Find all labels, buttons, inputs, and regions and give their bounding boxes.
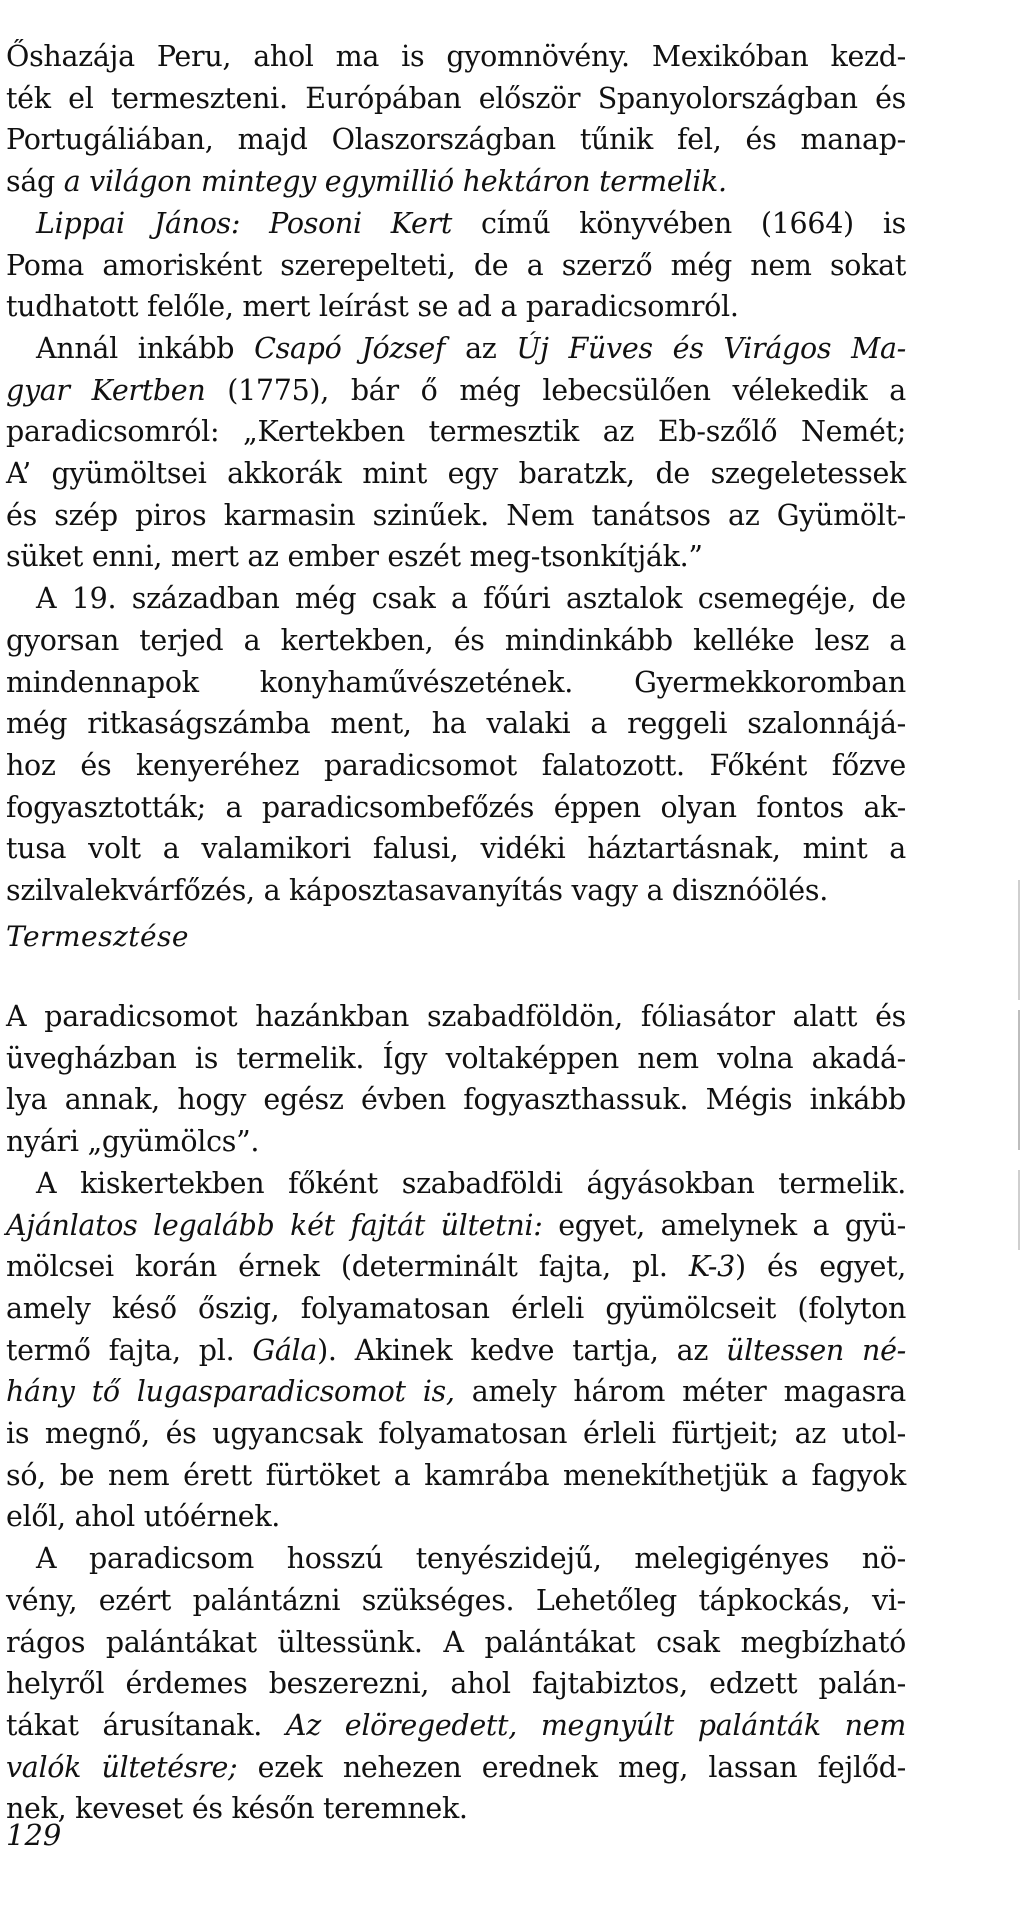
text-run: című könyvében (1664) is — [452, 206, 906, 240]
emphasis-text: Új Füves és Virágos Ma- — [516, 331, 906, 365]
text-line: Poma amorisként szerepelteti, de a szerző még nem sokat — [6, 248, 906, 282]
text-line: vény, ezért palántázni szükséges. Lehetőleg tápkockás, vi- — [6, 1583, 906, 1617]
text-run: ság — [6, 165, 64, 199]
paragraph-cultivation — [6, 996, 906, 1163]
paragraph-origin — [6, 36, 906, 203]
text-run: ezek nehezen erednek meg, lassan fejlőd- — [237, 1750, 906, 1784]
page-number: 129 — [6, 1818, 62, 1852]
paragraph-seedlings — [6, 1538, 906, 1830]
paragraph-csapo — [6, 328, 906, 578]
text-line: nek, keveset és későn teremnek. — [6, 1792, 468, 1826]
text-line: A paradicsomot hazánkban szabadföldön, fóliasátor alatt és — [6, 1000, 906, 1033]
text-line — [6, 1747, 906, 1789]
text-line: A paradicsom hosszú tenyészidejű, melegigényes nö- — [36, 1542, 906, 1576]
text-line: fogyasztották; a paradicsombefőzés éppen olyan fontos ak- — [6, 790, 906, 824]
text-line: tusa volt a valamikori falusi, vidéki háztartásnak, mint a — [6, 832, 906, 866]
text-line — [6, 1330, 906, 1372]
text-line: tudhatott felőle, mert leírást se ad a paradicsomról. — [6, 290, 739, 324]
text-line: Őshazája Peru, ahol ma is gyomnövény. Mexikóban kezd- — [6, 40, 906, 73]
text-line — [6, 1205, 906, 1247]
emphasis-text: Gála — [252, 1333, 318, 1367]
text-line — [6, 1705, 906, 1747]
text-line: gyorsan terjed a kertekben, és mindinkább kelléke lesz a — [6, 623, 906, 657]
text-line: paradicsomról: „Kertekben termesztik az Eb-szőlő Nemét; — [6, 415, 906, 449]
text-line — [6, 328, 906, 370]
text-run: mölcsei korán érnek (determinált fajta, pl. — [6, 1250, 689, 1284]
paragraph-19th-century — [6, 578, 906, 912]
text-run: az — [445, 331, 517, 365]
text-line: A kiskertekben főként szabadföldi ágyásokban termelik. — [36, 1166, 906, 1200]
emphasis-text: gyar Kertben — [6, 373, 206, 407]
emphasis-text: Csapó József — [254, 331, 446, 365]
text-line: nyári „gyümölcs”. — [6, 1125, 260, 1159]
text-line: is megnő, és ugyancsak folyamatosan érleli fürtjeit; az utol- — [6, 1417, 906, 1451]
emphasis-text: Az elöregedett, megnyúlt palánták nem — [285, 1708, 906, 1742]
emphasis-text: Ajánlatos legalább két fajtát ültetni: — [6, 1208, 543, 1242]
text-run: egyet, amelynek a gyü- — [542, 1208, 906, 1242]
text-line: A’ gyümöltsei akkorák mint egy baratzk, de szegeletessek — [6, 457, 906, 491]
text-run: (1775), bár ő még lebecsülően vélekedik a — [205, 373, 906, 407]
main-text-section-1 — [6, 36, 906, 912]
text-line: A 19. században még csak a főúri asztalok csemegéje, de — [36, 582, 906, 616]
text-line — [6, 203, 906, 245]
text-line: még ritkaságszámba ment, ha valaki a reggeli szalonnájá- — [6, 707, 906, 741]
emphasis-text: valók ültetésre; — [6, 1750, 238, 1784]
text-line — [6, 161, 906, 203]
text-run: tákat árusítanak. — [6, 1708, 286, 1742]
scan-margin-mark — [1018, 1170, 1020, 1250]
text-line: szilvalekvárfőzés, a káposztasavanyítás vagy a disznóölés. — [6, 874, 828, 908]
main-text-section-2 — [6, 996, 906, 1830]
text-line: Portugáliában, majd Olaszországban tűnik fel, és manap- — [6, 123, 906, 157]
text-line: só, be nem érett fürtöket a kamrába menekíthetjük a fagyok — [6, 1458, 906, 1492]
text-line: elől, ahol utóérnek. — [6, 1500, 281, 1534]
emphasis-text: hány tő lugasparadicsomot is, — [6, 1375, 455, 1409]
text-line: süket enni, mert az ember eszét meg-tsonkítják.” — [6, 540, 703, 574]
scan-margin-mark — [1018, 1010, 1020, 1150]
text-line: lya annak, hogy egész évben fogyaszthassuk. Mégis inkább — [6, 1083, 906, 1117]
text-run: ) és egyet, — [734, 1250, 906, 1284]
emphasis-text: ültessen né- — [726, 1333, 906, 1367]
paragraph-lippai — [6, 203, 906, 328]
text-run: amely három méter magasra — [454, 1375, 906, 1409]
text-line: ték el termeszteni. Európában először Spanyolországban és — [6, 81, 906, 115]
text-run: Annál inkább — [36, 331, 255, 365]
text-line — [6, 1246, 906, 1288]
text-line: üvegházban is termelik. Így voltaképpen nem volna akadá- — [6, 1041, 906, 1075]
text-line: hoz és kenyeréhez paradicsomot falatozott. Főként főzve — [6, 748, 906, 782]
text-line — [6, 1371, 906, 1413]
text-line: mindennapok konyhaművészetének. Gyermekkoromban — [6, 665, 906, 699]
text-line: rágos palántákat ültessünk. A palántákat csak megbízható — [6, 1625, 906, 1659]
paragraph-varieties — [6, 1163, 906, 1538]
text-line: és szép piros karmasin szinűek. Nem tanátsos az Gyümölt- — [6, 498, 906, 532]
text-line — [6, 370, 906, 412]
emphasis-text: Lippai János: Posoni Kert — [36, 206, 453, 240]
emphasis-text: a világon mintegy egymillió hektáron termelik. — [63, 165, 727, 199]
section-heading: Termesztése — [6, 920, 189, 953]
text-run: termő fajta, pl. — [6, 1333, 253, 1367]
text-line: helyről érdemes beszerezni, ahol fajtabiztos, edzett palán- — [6, 1667, 906, 1701]
scan-margin-mark — [1018, 880, 1020, 1000]
text-run: ). Akinek kedve tartja, az — [317, 1333, 727, 1367]
emphasis-text: K-3 — [688, 1250, 735, 1284]
text-line: amely késő őszig, folyamatosan érleli gyümölcseit (folyton — [6, 1291, 906, 1325]
